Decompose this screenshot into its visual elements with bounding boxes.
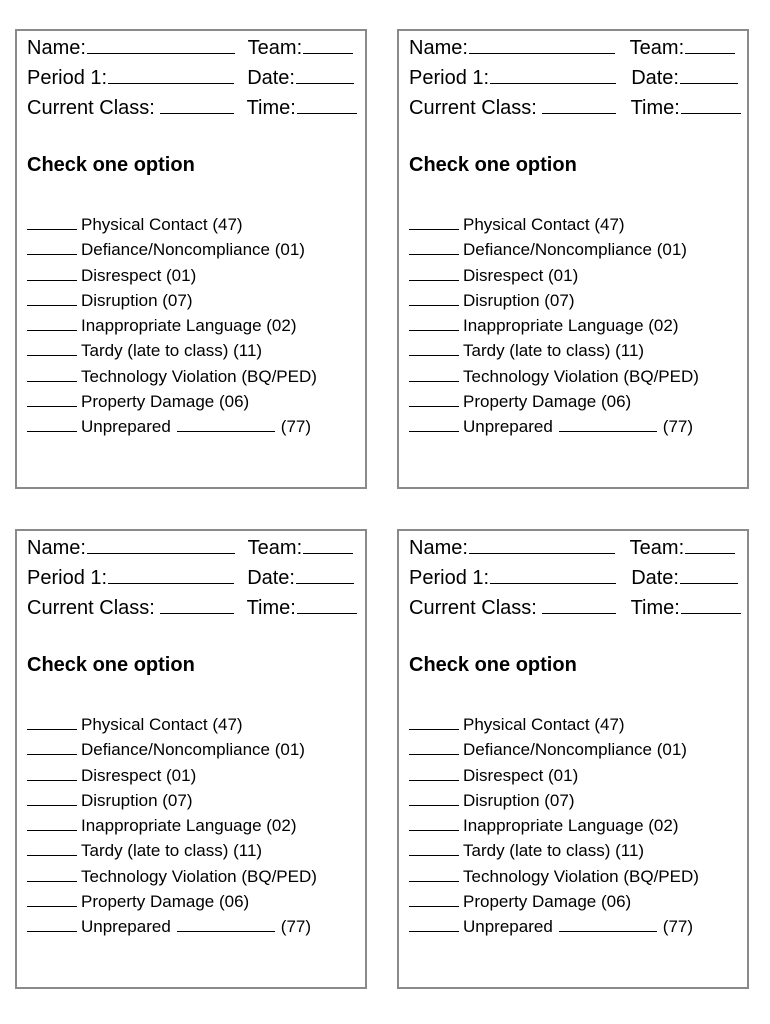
check-blank[interactable] <box>27 917 77 932</box>
check-blank[interactable] <box>27 867 77 882</box>
check-blank[interactable] <box>27 816 77 831</box>
check-blank[interactable] <box>27 766 77 781</box>
check-blank[interactable] <box>27 715 77 730</box>
check-blank[interactable] <box>27 841 77 856</box>
time-label: Time: <box>630 97 680 119</box>
check-one-heading: Check one option <box>409 654 577 676</box>
check-blank[interactable] <box>409 316 459 331</box>
name-row <box>27 535 353 560</box>
period-field[interactable] <box>108 565 234 584</box>
option-tardy[interactable]: Tardy (late to class) (11) <box>27 338 317 363</box>
unprepared-detail-blank[interactable] <box>177 417 275 432</box>
period-label: Period 1: <box>27 567 108 589</box>
date-field[interactable] <box>296 565 354 584</box>
check-blank[interactable] <box>409 215 459 230</box>
option-physical-contact[interactable]: Physical Contact (47) <box>409 712 699 737</box>
name-row <box>27 35 353 60</box>
name-row <box>409 535 735 560</box>
name-label: Name: <box>409 537 468 559</box>
option-unprepared[interactable]: Unprepared (77) <box>27 914 317 939</box>
check-blank[interactable] <box>409 740 459 755</box>
option-unprepared[interactable]: Unprepared (77) <box>409 414 699 439</box>
check-blank[interactable] <box>409 266 459 281</box>
check-blank[interactable] <box>27 215 77 230</box>
team-field[interactable] <box>303 535 353 554</box>
options-list <box>27 212 317 440</box>
name-row <box>409 35 735 60</box>
option-inappropriate-language[interactable]: Inappropriate Language (02) <box>409 313 699 338</box>
check-blank[interactable] <box>409 791 459 806</box>
check-blank[interactable] <box>27 341 77 356</box>
date-label: Date: <box>247 567 295 589</box>
time-field[interactable] <box>297 95 357 114</box>
option-property-damage[interactable]: Property Damage (06) <box>409 889 699 914</box>
name-label: Name: <box>27 37 86 59</box>
period-field[interactable] <box>490 565 616 584</box>
referral-card-3 <box>15 529 367 989</box>
date-field[interactable] <box>680 65 738 84</box>
check-blank[interactable] <box>27 367 77 382</box>
check-blank[interactable] <box>409 715 459 730</box>
team-label: Team: <box>247 37 303 59</box>
time-field[interactable] <box>297 595 357 614</box>
option-disrespect[interactable]: Disrespect (01) <box>409 763 699 788</box>
period-field[interactable] <box>490 65 616 84</box>
period-field[interactable] <box>108 65 234 84</box>
option-physical-contact[interactable]: Physical Contact (47) <box>409 212 699 237</box>
date-label: Date: <box>631 67 679 89</box>
time-field[interactable] <box>681 95 741 114</box>
options-list <box>409 212 699 440</box>
option-disruption[interactable]: Disruption (07) <box>27 788 317 813</box>
check-blank[interactable] <box>409 816 459 831</box>
option-disruption[interactable]: Disruption (07) <box>409 788 699 813</box>
current-class-field[interactable] <box>542 95 616 114</box>
current-class-label: Current Class: <box>409 597 537 619</box>
current-class-label: Current Class: <box>27 97 155 119</box>
options-list <box>409 712 699 940</box>
team-label: Team: <box>629 37 685 59</box>
referral-card-2 <box>397 29 749 489</box>
check-blank[interactable] <box>409 766 459 781</box>
option-inappropriate-language[interactable]: Inappropriate Language (02) <box>27 313 317 338</box>
check-blank[interactable] <box>27 291 77 306</box>
option-disrespect[interactable]: Disrespect (01) <box>27 763 317 788</box>
option-defiance[interactable]: Defiance/Noncompliance (01) <box>27 737 317 762</box>
date-label: Date: <box>631 567 679 589</box>
time-label: Time: <box>246 97 296 119</box>
check-blank[interactable] <box>27 316 77 331</box>
period-label: Period 1: <box>409 67 490 89</box>
option-disruption[interactable]: Disruption (07) <box>27 288 317 313</box>
option-property-damage[interactable]: Property Damage (06) <box>27 389 317 414</box>
period-label: Period 1: <box>409 567 490 589</box>
referral-card-4 <box>397 529 749 989</box>
check-blank[interactable] <box>27 240 77 255</box>
period-row <box>409 565 738 590</box>
option-defiance[interactable]: Defiance/Noncompliance (01) <box>409 237 699 262</box>
current-class-row <box>27 595 357 620</box>
team-field[interactable] <box>685 535 735 554</box>
option-technology-violation[interactable]: Technology Violation (BQ/PED) <box>409 864 699 889</box>
check-blank[interactable] <box>27 892 77 907</box>
period-row <box>409 65 738 90</box>
team-label: Team: <box>629 537 685 559</box>
option-property-damage[interactable]: Property Damage (06) <box>409 389 699 414</box>
date-field[interactable] <box>680 565 738 584</box>
option-physical-contact[interactable]: Physical Contact (47) <box>27 212 317 237</box>
name-field[interactable] <box>87 535 235 554</box>
option-unprepared[interactable]: Unprepared (77) <box>27 414 317 439</box>
option-unprepared[interactable]: Unprepared (77) <box>409 914 699 939</box>
time-label: Time: <box>630 597 680 619</box>
check-blank[interactable] <box>27 740 77 755</box>
unprepared-detail-blank[interactable] <box>559 917 657 932</box>
check-one-heading: Check one option <box>409 154 577 176</box>
option-technology-violation[interactable]: Technology Violation (BQ/PED) <box>409 364 699 389</box>
team-field[interactable] <box>685 35 735 54</box>
current-class-row <box>409 595 741 620</box>
check-blank[interactable] <box>409 841 459 856</box>
time-field[interactable] <box>681 595 741 614</box>
options-list <box>27 712 317 940</box>
current-class-row <box>27 95 357 120</box>
team-field[interactable] <box>303 35 353 54</box>
check-blank[interactable] <box>409 417 459 432</box>
check-one-heading: Check one option <box>27 654 195 676</box>
option-technology-violation[interactable]: Technology Violation (BQ/PED) <box>27 364 317 389</box>
option-disruption[interactable]: Disruption (07) <box>409 288 699 313</box>
current-class-label: Current Class: <box>27 597 155 619</box>
check-blank[interactable] <box>409 917 459 932</box>
team-label: Team: <box>247 537 303 559</box>
check-blank[interactable] <box>27 266 77 281</box>
option-defiance[interactable]: Defiance/Noncompliance (01) <box>409 737 699 762</box>
name-field[interactable] <box>469 535 615 554</box>
option-disrespect[interactable]: Disrespect (01) <box>27 263 317 288</box>
option-inappropriate-language[interactable]: Inappropriate Language (02) <box>27 813 317 838</box>
check-blank[interactable] <box>27 791 77 806</box>
check-blank[interactable] <box>409 291 459 306</box>
period-row <box>27 565 354 590</box>
option-tardy[interactable]: Tardy (late to class) (11) <box>409 338 699 363</box>
check-blank[interactable] <box>409 392 459 407</box>
unprepared-detail-blank[interactable] <box>177 917 275 932</box>
check-one-heading: Check one option <box>27 154 195 176</box>
option-disrespect[interactable]: Disrespect (01) <box>409 263 699 288</box>
check-blank[interactable] <box>409 341 459 356</box>
check-blank[interactable] <box>27 417 77 432</box>
current-class-field[interactable] <box>542 595 616 614</box>
current-class-field[interactable] <box>160 95 234 114</box>
option-technology-violation[interactable]: Technology Violation (BQ/PED) <box>27 864 317 889</box>
name-label: Name: <box>409 37 468 59</box>
check-blank[interactable] <box>409 867 459 882</box>
name-field[interactable] <box>469 35 615 54</box>
period-label: Period 1: <box>27 67 108 89</box>
time-label: Time: <box>246 597 296 619</box>
date-label: Date: <box>247 67 295 89</box>
option-physical-contact[interactable]: Physical Contact (47) <box>27 712 317 737</box>
period-row <box>27 65 354 90</box>
option-property-damage[interactable]: Property Damage (06) <box>27 889 317 914</box>
name-label: Name: <box>27 537 86 559</box>
option-tardy[interactable]: Tardy (late to class) (11) <box>27 838 317 863</box>
option-defiance[interactable]: Defiance/Noncompliance (01) <box>27 237 317 262</box>
check-blank[interactable] <box>409 240 459 255</box>
current-class-row <box>409 95 741 120</box>
check-blank[interactable] <box>409 367 459 382</box>
unprepared-detail-blank[interactable] <box>559 417 657 432</box>
referral-card-1 <box>15 29 367 489</box>
current-class-label: Current Class: <box>409 97 537 119</box>
date-field[interactable] <box>296 65 354 84</box>
current-class-field[interactable] <box>160 595 234 614</box>
name-field[interactable] <box>87 35 235 54</box>
check-blank[interactable] <box>27 392 77 407</box>
check-blank[interactable] <box>409 892 459 907</box>
option-inappropriate-language[interactable]: Inappropriate Language (02) <box>409 813 699 838</box>
option-tardy[interactable]: Tardy (late to class) (11) <box>409 838 699 863</box>
